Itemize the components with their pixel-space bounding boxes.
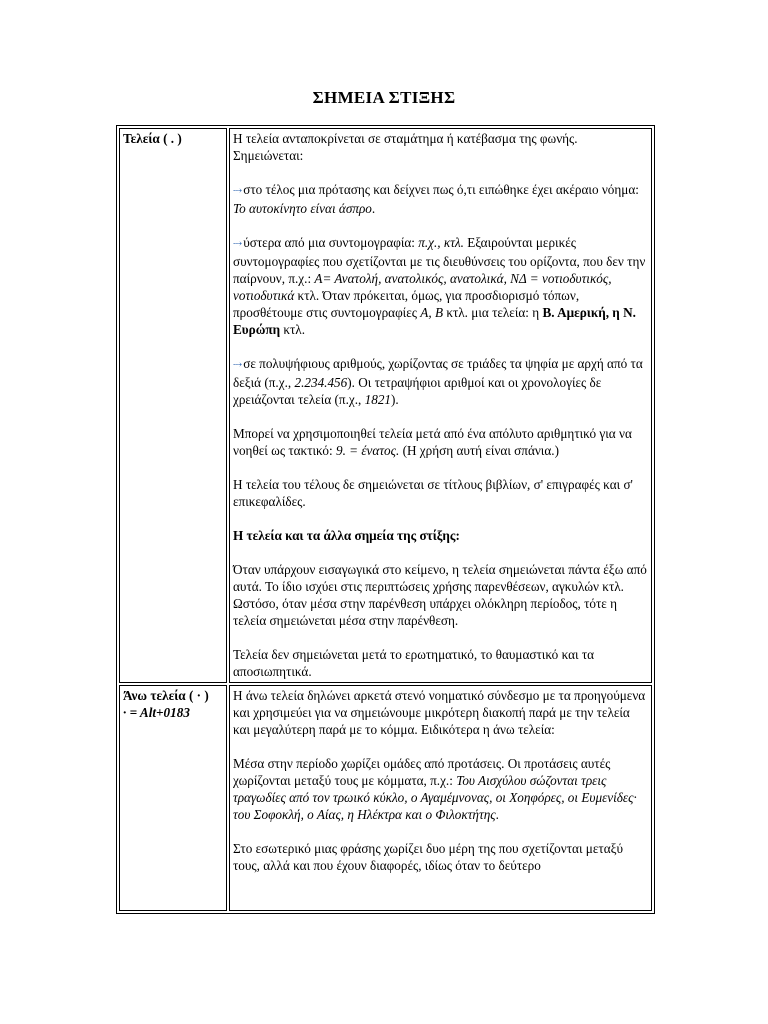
paragraph: Μέσα στην περίοδο χωρίζει ομάδες από προτάσεις. Οι προτάσεις αυτές χωρίζονται μεταξύ τους με κόμματα, π.χ.: Του Αισχύλου σώζονται τρεις τραγωδίες από τον τρωικό κύκλο, ο Αγαμέμνονας, οι Χοηφόρες, οι Ευμενίδες· του Σοφοκλή, ο Αίας, η Ηλέκτρα και ο Φιλοκτήτης. (233, 756, 637, 822)
shortcut-label: · = Alt+0183 (123, 705, 190, 720)
arrow-bullet-icon: ⇢ (233, 185, 243, 197)
list-item: ⇢ύστερα από μια συντομογραφία: π.χ., κτλ. Εξαιρούνται μερικές συντομογραφίες που σχετίζονται με τις διευθύνσεις του ορίζοντα, που δεν την παίρνουν, π.χ.: Α= Ανατολή, ανατολικός, ανατολικά, ΝΔ = νοτιοδυτικός, νοτιοδυτικά κτλ. Όταν πρόκειται, όμως, για προσδιορισμό τόπων, προσθέτουμε στις συντομογραφίες Α, Β κτλ. μια τελεία: η Β. Αμερική, η Ν. Ευρώπη κτλ. (233, 235, 646, 337)
subheading: Η τελεία και τα άλλα σημεία της στίξης: (233, 528, 460, 543)
paragraph: Η τελεία ανταποκρίνεται σε σταμάτημα ή κατέβασμα της φωνής. Σημειώνεται: (233, 131, 578, 163)
row-content (229, 685, 652, 911)
row-content (229, 128, 652, 683)
row-content-clip (233, 687, 648, 908)
arrow-bullet-icon: ⇢ (233, 359, 243, 371)
paragraph: Στο εσωτερικό μιας φράσης χωρίζει δυο μέρη της που σχετίζονται μεταξύ τους, αλλά και που έχουν διαφορές, ιδίως όταν το δεύτερο (233, 841, 624, 873)
paragraph: Όταν υπάρχουν εισαγωγικά στο κείμενο, η τελεία σημειώνεται πάντα έξω από αυτά. Το ίδιο ισχύει στις περιπτώσεις χρήσης παρενθέσεων, αγκυλών κτλ. Ωστόσο, όταν μέσα στην παρένθεση υπάρχει ολόκληρη περίοδος, τότε η τελεία σημειώνεται μέσα στην παρένθεση. (233, 562, 647, 628)
paragraph: Η τελεία του τέλους δε σημειώνεται σε τίτλους βιβλίων, σ' επιγραφές και σ' επικεφαλίδες. (233, 477, 633, 509)
table-row (119, 128, 652, 683)
list-item: ⇢σε πολυψήφιους αριθμούς, χωρίζοντας σε τριάδες τα ψηφία με αρχή από τα δεξιά (π.χ., 2.234.456). Οι τετραψήφιοι αριθμοί και οι χρονολογίες δε χρειάζονται τελεία (π.χ., 1821). (233, 356, 643, 407)
row-heading-label: Άνω τελεία ( · ) (123, 688, 209, 703)
row-heading (119, 128, 227, 683)
table-row (119, 685, 652, 911)
arrow-bullet-icon: ⇢ (233, 238, 243, 250)
list-item: ⇢στο τέλος μια πρότασης και δείχνει πως ό,τι ειπώθηκε έχει ακέραιο νόημα: Το αυτοκίνητο είναι άσπρο. (233, 182, 639, 216)
paragraph: Μπορεί να χρησιμοποιηθεί τελεία μετά από ένα απόλυτο αριθμητικό για να νοηθεί ως τακτικό: 9. = ένατος. (Η χρήση αυτή είναι σπάνια.) (233, 426, 632, 458)
page-title: ΣΗΜΕΙΑ ΣΤΙΞΗΣ (312, 88, 456, 107)
row-heading (119, 685, 227, 911)
paragraph: Η άνω τελεία δηλώνει αρκετά στενό νοηματικό σύνδεσμο με τα προηγούμενα και χρησιμεύει για να σημειώνουμε μικρότερη διακοπή παρά με την τελεία και μεγαλύτερη παρά με το κόμμα. Ειδικότερα η άνω τελεία: (233, 688, 646, 737)
paragraph: Τελεία δεν σημειώνεται μετά το ερωτηματικό, το θαυμαστικό και τα αποσιωπητικά. (233, 647, 595, 679)
row-heading-label: Τελεία ( . ) (123, 131, 182, 146)
punctuation-table (116, 125, 655, 914)
